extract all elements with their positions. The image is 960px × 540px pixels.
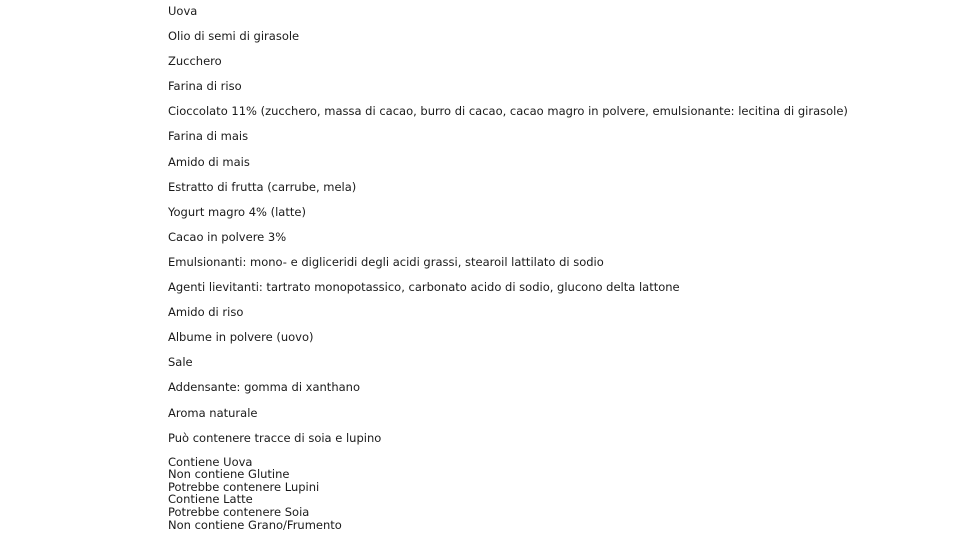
ingredient-item: Albume in polvere (uovo): [168, 330, 314, 345]
allergen-line: Potrebbe contenere Lupini: [168, 479, 320, 494]
ingredient-item: Sale: [168, 355, 193, 370]
allergen-line: Potrebbe contenere Soia: [168, 505, 310, 520]
ingredient-item: Farina di mais: [168, 129, 249, 144]
allergen-line: Contiene Latte: [168, 492, 253, 507]
ingredient-item: Yogurt magro 4% (latte): [168, 204, 306, 219]
ingredient-item: Amido di mais: [168, 154, 250, 169]
ingredient-item: Olio di semi di girasole: [168, 29, 300, 44]
ingredient-item: Emulsionanti: mono- e digliceridi degli acidi grassi, stearoil lattilato di sodio: [168, 254, 604, 269]
ingredient-item: Uova: [168, 4, 198, 18]
ingredient-item: Farina di riso: [168, 79, 242, 94]
ingredient-item: Cacao in polvere 3%: [168, 229, 287, 244]
ingredient-item: Zucchero: [168, 54, 222, 69]
allergen-line: Non contiene Grano/Frumento: [168, 517, 342, 532]
ingredient-item: Estratto di frutta (carrube, mela): [168, 179, 357, 194]
allergen-info: [168, 456, 948, 532]
ingredient-item: Può contenere tracce di soia e lupino: [168, 430, 382, 445]
ingredient-item: Amido di riso: [168, 305, 244, 320]
ingredient-item: Cioccolato 11% (zucchero, massa di cacao, burro di cacao, cacao magro in polvere, emulsionante: lecitina di girasole): [168, 104, 848, 119]
allergen-line: Non contiene Glutine: [168, 467, 290, 482]
ingredient-document: [168, 4, 948, 531]
ingredient-item: Aroma naturale: [168, 405, 258, 420]
ingredient-item: Addensante: gomma di xanthano: [168, 380, 360, 395]
allergen-line: Contiene Uova: [168, 454, 253, 469]
ingredient-list: [168, 4, 948, 456]
ingredient-item: Agenti lievitanti: tartrato monopotassico, carbonato acido di sodio, glucono delta lattone: [168, 280, 680, 295]
